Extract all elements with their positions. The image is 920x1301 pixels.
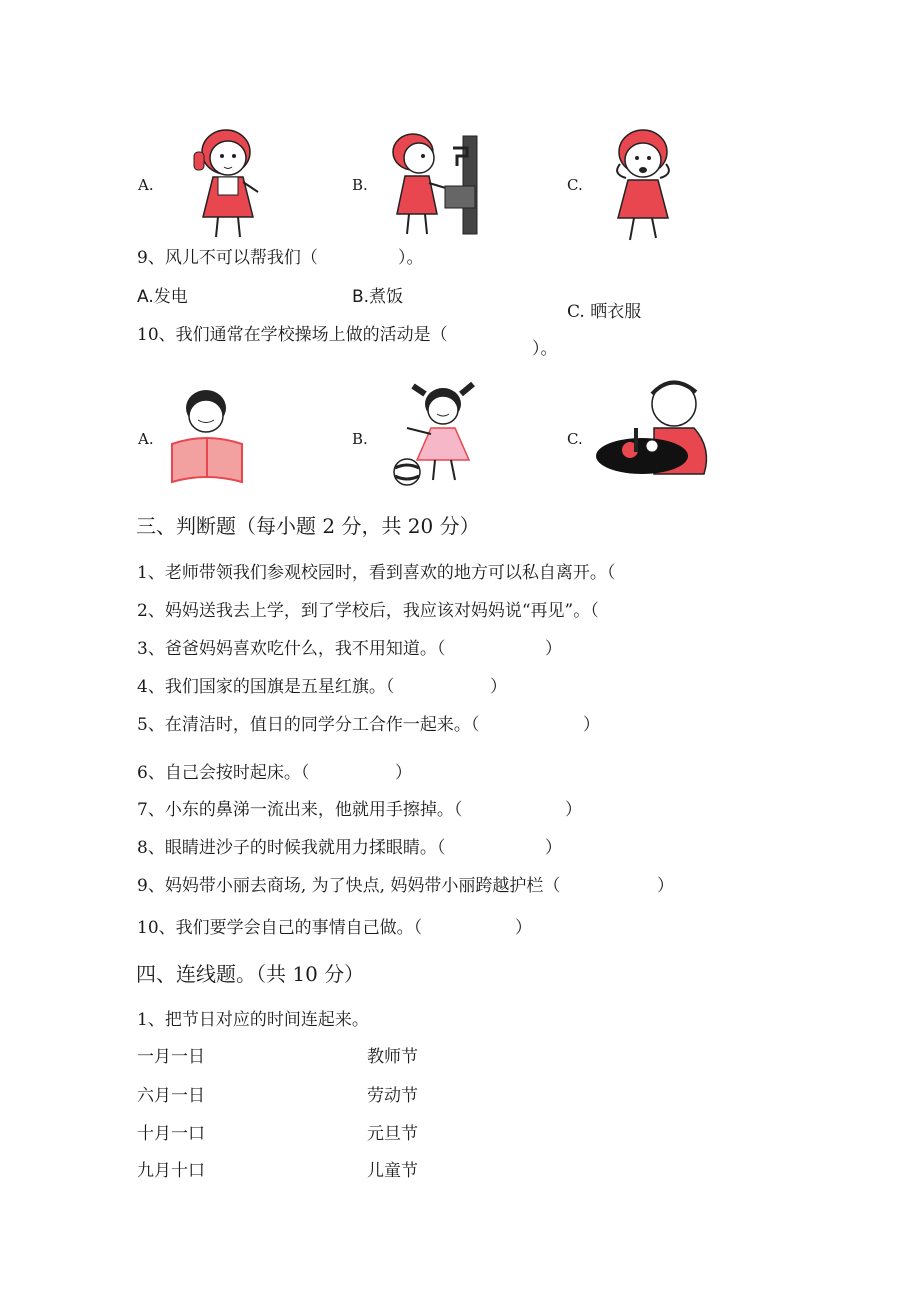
q9-stem-end: ）。: [398, 248, 424, 268]
q9-stem: 9、风儿不可以帮我们（: [137, 248, 318, 268]
boy-reading-book-illustration: [166, 386, 248, 488]
tf-item-7-close: ）: [565, 800, 582, 820]
match-left-item[interactable]: 十月一口: [137, 1124, 205, 1144]
tf-item-5: 5、在清洁时，值日的同学分工合作一起来。（: [137, 715, 480, 735]
q10-stem: 10、我们通常在学校操场上做的活动是（: [137, 325, 448, 345]
girl-washing-hands-illustration: [383, 128, 493, 240]
q10-stem-end: ）。: [532, 339, 558, 359]
tf-item-9: 9、妈妈带小丽去商场, 为了快点, 妈妈带小丽跨越护栏（: [137, 876, 561, 896]
q9-option-a[interactable]: A.发电: [137, 287, 188, 307]
tf-item-10: 10、我们要学会自己的事情自己做。（: [137, 918, 423, 938]
tf-item-8-close: ）: [545, 838, 562, 858]
tf-item-5-close: ）: [583, 715, 600, 735]
tf-item-7: 7、小东的鼻涕一流出来，他就用手擦掉。（: [137, 800, 463, 820]
q10-option-b-label: B.: [352, 430, 368, 448]
q10-option-c-label: C.: [567, 430, 583, 448]
tf-item-9-close: ）: [657, 876, 674, 896]
match-left-item[interactable]: 六月一日: [137, 1086, 205, 1106]
q8-option-c-label: C.: [567, 176, 583, 194]
q8-option-b-label: B.: [352, 176, 368, 194]
tf-item-4: 4、我们国家的国旗是五星红旗。（: [137, 677, 395, 697]
tf-item-1: 1、老师带领我们参观校园时，看到喜欢的地方可以私自离开。（: [137, 563, 616, 583]
match-right-item[interactable]: 教师节: [367, 1047, 418, 1067]
q9-option-c[interactable]: C. 晒衣服: [567, 302, 642, 322]
tf-item-6-close: ）: [395, 763, 412, 783]
match-q1-stem: 1、把节日对应的时间连起来。: [137, 1010, 369, 1030]
match-right-item[interactable]: 劳动节: [367, 1086, 418, 1106]
section4-title: 四、连线题。（共 10 分）: [136, 962, 365, 986]
girl-covering-ears-illustration: [598, 124, 688, 244]
q10-option-a-label: A.: [138, 430, 154, 448]
tf-item-8: 8、眼睛进沙子的时候我就用力揉眼睛。（: [137, 838, 446, 858]
section3-title: 三、判断题（每小题 2 分，共 20 分）: [136, 514, 480, 538]
boy-at-table-illustration: [594, 376, 718, 488]
match-right-item[interactable]: 元旦节: [367, 1124, 418, 1144]
match-right-item[interactable]: 儿童节: [367, 1161, 418, 1181]
tf-item-10-close: ）: [515, 918, 532, 938]
match-left-item[interactable]: 九月十口: [137, 1161, 205, 1181]
q9-option-b[interactable]: B.煮饭: [352, 287, 404, 307]
tf-item-3-close: ）: [545, 639, 562, 659]
tf-item-6: 6、自己会按时起床。（: [137, 763, 310, 783]
match-left-item[interactable]: 一月一日: [137, 1047, 205, 1067]
q8-option-a-label: A.: [138, 176, 154, 194]
tf-item-3: 3、爸爸妈妈喜欢吃什么，我不用知道。（: [137, 639, 446, 659]
tf-item-2: 2、妈妈送我去上学，到了学校后，我应该对妈妈说“再见”。（: [137, 601, 599, 621]
tf-item-4-close: ）: [490, 677, 507, 697]
girl-bouncing-ball-illustration: [385, 376, 490, 498]
girl-on-phone-illustration: [178, 122, 273, 242]
